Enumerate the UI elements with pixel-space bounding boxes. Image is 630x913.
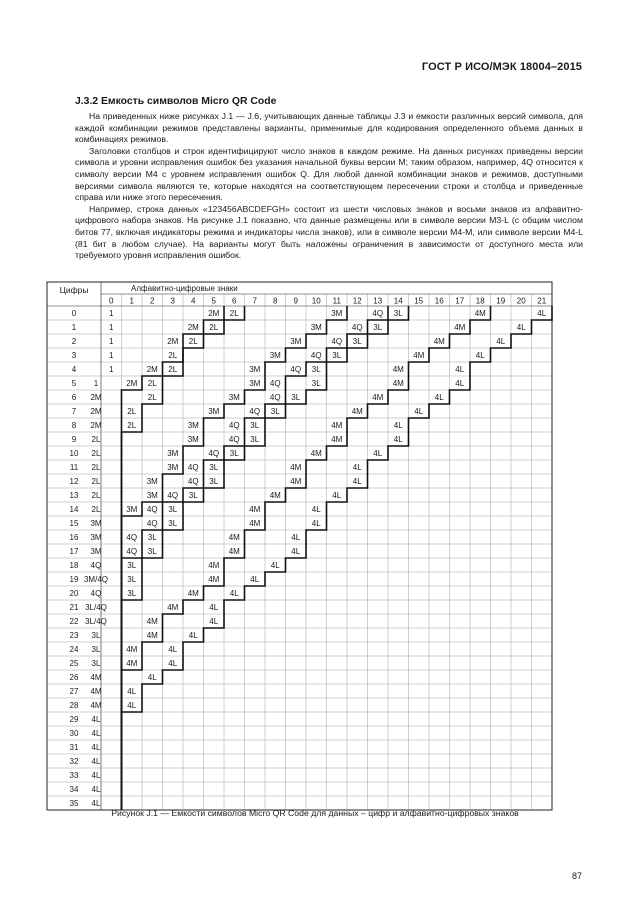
cell-label-m2-l: 2L xyxy=(147,393,157,402)
cell-label-m2-m: 2M xyxy=(90,421,102,430)
cell-label-m3-m: 3M xyxy=(331,309,343,318)
cell-label-m2-m: 2M xyxy=(126,379,138,388)
cell-label-m4-q: 4Q xyxy=(269,393,281,402)
cell-label-m4-l: 4L xyxy=(91,771,101,780)
cell-label-m3-m: 3M xyxy=(126,505,138,514)
cell-label-m4-l: 4L xyxy=(91,757,101,766)
row-tick-label: 2 xyxy=(71,337,77,346)
column-tick-label: 20 xyxy=(516,296,526,306)
cell-label-m4-q: 4Q xyxy=(372,309,384,318)
row-tick-label: 3 xyxy=(71,351,77,360)
row-tick-label: 31 xyxy=(69,743,79,752)
cell-label-m4-m: 4M xyxy=(249,519,261,528)
row-tick-label: 32 xyxy=(69,757,79,766)
cell-label-m4-l: 4L xyxy=(270,561,280,570)
cell-label-m4-m: 4M xyxy=(392,365,404,374)
cell-label-m3-m: 3M xyxy=(249,379,261,388)
cell-label-m4-l: 4L xyxy=(147,673,157,682)
cell-label-m4-q: 4Q xyxy=(146,505,158,514)
cell-label-m4-m: 4M xyxy=(228,547,240,556)
cell-label-m4-m: 4M xyxy=(208,575,220,584)
row-tick-label: 18 xyxy=(69,561,79,570)
paragraph-2: Заголовки столбцов и строк идентифицируют число знаков в каждом режиме. На данных рисунках приведены версии символа и уровни исправления ошибок без указания начальной буквы версии М; таким образом, например, 4Q относится к символу версии М4 с уровнем исправления ошибок Q. Для любой данной комбинации знаков и режимов, доступными версиями символа являются те, которые находятся на соответствующем пересечении строки и столбца и приведенные справа или ниже этого пересечения. xyxy=(75,145,583,203)
cell-label-m3-m: 3M xyxy=(90,519,102,528)
cell-label-m3-l: 3L xyxy=(229,449,239,458)
row-tick-label: 4 xyxy=(71,365,77,374)
cell-label-m3-l: 3L xyxy=(311,365,321,374)
cell-label-m3-l: 3L xyxy=(250,435,260,444)
cell-label-m3-l: 3L xyxy=(91,631,101,640)
cell-label-m2-l: 2L xyxy=(91,491,101,500)
cell-label-m1: 1 xyxy=(109,365,114,374)
cell-label-m4-q: 4Q xyxy=(249,407,261,416)
cell-label-m4-q: 4Q xyxy=(126,533,138,542)
column-tick-label: 10 xyxy=(311,296,321,306)
cell-label-m4-m: 4M xyxy=(474,309,486,318)
cell-label-m2-m: 2M xyxy=(167,337,179,346)
cell-label-m3-m: 3M xyxy=(187,435,199,444)
cell-label-m4-l: 4L xyxy=(168,645,178,654)
cell-label-m4-l: 4L xyxy=(229,589,239,598)
cell-label-m4-q: 4Q xyxy=(228,421,240,430)
cell-label-m4-q: 4Q xyxy=(351,323,363,332)
cell-label-m2-l: 2L xyxy=(91,463,101,472)
cell-label-m3-m: 3M xyxy=(167,463,179,472)
column-tick-label: 16 xyxy=(434,296,444,306)
column-tick-label: 3 xyxy=(170,296,175,306)
cell-label-m4-l: 4L xyxy=(332,491,342,500)
cell-label-m4-q: 4Q xyxy=(90,561,102,570)
cell-label-m2-m: 2M xyxy=(90,407,102,416)
cell-label-m3-l: 3L xyxy=(209,463,219,472)
cell-label-m4-m: 4M xyxy=(331,435,343,444)
row-tick-label: 17 xyxy=(69,547,79,556)
cell-label-m4-l: 4L xyxy=(91,799,101,808)
column-tick-label: 8 xyxy=(273,296,278,306)
cell-label-m4-q: 4Q xyxy=(90,589,102,598)
column-tick-label: 17 xyxy=(455,296,465,306)
row-tick-label: 28 xyxy=(69,701,79,710)
column-tick-label: 7 xyxy=(252,296,257,306)
cell-label-m4-m: 4M xyxy=(90,673,102,682)
cell-label-m4-l: 4L xyxy=(434,393,444,402)
cell-label-m4-m: 4M xyxy=(290,463,302,472)
row-tick-label: 9 xyxy=(71,435,77,444)
cell-label-m4-q: 4Q xyxy=(187,477,199,486)
row-tick-label: 34 xyxy=(69,785,79,794)
column-tick-label: 15 xyxy=(414,296,424,306)
cell-label-m1: 1 xyxy=(109,323,114,332)
cell-label-m2-m: 2M xyxy=(208,309,220,318)
cell-label-m3-l: 3L xyxy=(147,533,157,542)
column-tick-label: 2 xyxy=(150,296,155,306)
row-tick-label: 25 xyxy=(69,659,79,668)
cell-label-m3-l: 3L xyxy=(373,323,383,332)
row-tick-label: 35 xyxy=(69,799,79,808)
cell-label-m4-m: 4M xyxy=(126,645,138,654)
cell-label-m4-l: 4L xyxy=(209,603,219,612)
cell-label-m4-l: 4L xyxy=(516,323,526,332)
cell-label-m4-m: 4M xyxy=(146,631,158,640)
page-header-standard: ГОСТ Р ИСО/МЭК 18004–2015 xyxy=(421,61,582,73)
cell-label-m4-m: 4M xyxy=(269,491,281,500)
cell-label-m4-m: 4M xyxy=(392,379,404,388)
cell-label-m3-m: 3M xyxy=(208,407,220,416)
cell-label-m2-l: 2L xyxy=(229,309,239,318)
column-tick-label: 11 xyxy=(332,296,341,306)
cell-label-m3-m: 3M xyxy=(146,477,158,486)
cell-label-m3-m: 3M xyxy=(167,449,179,458)
cell-label-m2-l: 2L xyxy=(91,505,101,514)
cell-label-m4-l: 4L xyxy=(414,407,424,416)
cell-label-m3-l: 3L xyxy=(91,645,101,654)
row-tick-label: 19 xyxy=(69,575,79,584)
column-tick-label: 4 xyxy=(191,296,196,306)
column-tick-label: 21 xyxy=(537,296,547,306)
cell-label-m4-m: 4M xyxy=(208,561,220,570)
row-tick-label: 10 xyxy=(69,449,79,458)
column-tick-label: 5 xyxy=(211,296,216,306)
cell-label-m4-l: 4L xyxy=(455,379,465,388)
cell-label-m4-l: 4L xyxy=(537,309,547,318)
cell-label-combined: 3L/4Q xyxy=(85,617,107,626)
column-tick-label: 19 xyxy=(496,296,506,306)
cell-label-m4-l: 4L xyxy=(127,687,137,696)
cell-label-m3-m: 3M xyxy=(249,365,261,374)
column-tick-label: 9 xyxy=(293,296,298,306)
row-tick-label: 26 xyxy=(69,673,79,682)
row-axis-title: Цифры xyxy=(59,285,89,295)
cell-label-m4-m: 4M xyxy=(90,701,102,710)
cell-label-m3-m: 3M xyxy=(269,351,281,360)
cell-label-m3-m: 3M xyxy=(90,547,102,556)
cell-label-m4-q: 4Q xyxy=(228,435,240,444)
cell-label-m2-l: 2L xyxy=(188,337,198,346)
cell-label-m1: 1 xyxy=(109,337,114,346)
cell-label-m3-m: 3M xyxy=(290,337,302,346)
cell-label-m1: 1 xyxy=(109,351,114,360)
cell-label-m3-l: 3L xyxy=(311,379,321,388)
row-tick-label: 7 xyxy=(71,407,77,416)
row-tick-label: 14 xyxy=(69,505,79,514)
section-title: J.3.2 Емкость символов Micro QR Code xyxy=(75,96,277,107)
row-tick-label: 21 xyxy=(69,603,79,612)
row-tick-label: 1 xyxy=(71,323,77,332)
paragraph-3: Например, строка данных «123456ABCDEFGH» состоит из шести числовых знаков и восьми знаков из алфавитно-цифрового набора знаков. На рисунке J.1 показано, что данные размещены или в символе версии М3-L (с общим числом битов 77, включая индикаторы режима и индикаторы числа знаков), или в символе версии М4-М, или символе версии М4-L (81 бит в любом случае). На варианты могут быть наложены ограничения в зависимости от доступного места или требуемого уровня исправления ошибок. xyxy=(75,203,583,261)
cell-label-m2-l: 2L xyxy=(91,477,101,486)
figure-caption: Рисунок J.1 — Емкости символов Micro QR Code для данных – цифр и алфавитно-цифровых знаков xyxy=(111,808,519,818)
cell-label-m3-l: 3L xyxy=(91,659,101,668)
column-tick-label: 14 xyxy=(393,296,403,306)
cell-label-m4-m: 4M xyxy=(351,407,363,416)
cell-label-m3-l: 3L xyxy=(332,351,342,360)
cell-label-m4-q: 4Q xyxy=(310,351,322,360)
cell-label-m4-q: 4Q xyxy=(126,547,138,556)
cell-label-m3-l: 3L xyxy=(168,505,178,514)
cell-label-m4-m: 4M xyxy=(454,323,466,332)
cell-label-m4-m: 4M xyxy=(433,337,445,346)
cell-label-m4-q: 4Q xyxy=(331,337,343,346)
cell-label-m4-l: 4L xyxy=(250,575,260,584)
cell-label-m4-m: 4M xyxy=(228,533,240,542)
cell-label-m4-q: 4Q xyxy=(208,449,220,458)
row-tick-label: 29 xyxy=(69,715,79,724)
cell-label-m2-l: 2L xyxy=(168,365,178,374)
cell-label-m3-l: 3L xyxy=(127,561,137,570)
row-tick-label: 13 xyxy=(69,491,79,500)
cell-label-m4-m: 4M xyxy=(167,603,179,612)
cell-label-combined: 3M/4Q xyxy=(83,575,109,584)
cell-label-m3-l: 3L xyxy=(127,575,137,584)
cell-label-m4-l: 4L xyxy=(91,729,101,738)
cell-label-m4-l: 4L xyxy=(188,631,198,640)
cell-label-m4-l: 4L xyxy=(352,477,362,486)
row-tick-label: 27 xyxy=(69,687,79,696)
cell-label-m2-m: 2M xyxy=(90,393,102,402)
cell-label-m2-m: 2M xyxy=(146,365,158,374)
cell-label-m4-q: 4Q xyxy=(269,379,281,388)
column-tick-label: 12 xyxy=(352,296,362,306)
column-tick-label: 13 xyxy=(373,296,383,306)
cell-label-m4-m: 4M xyxy=(310,449,322,458)
cell-label-m4-l: 4L xyxy=(393,435,403,444)
cell-label-m2-l: 2L xyxy=(168,351,178,360)
cell-label-m1: 1 xyxy=(109,309,114,318)
cell-label-m4-q: 4Q xyxy=(167,491,179,500)
row-tick-label: 23 xyxy=(69,631,79,640)
cell-label-m4-l: 4L xyxy=(373,449,383,458)
cell-label-m4-l: 4L xyxy=(496,337,506,346)
column-tick-label: 18 xyxy=(475,296,485,306)
row-tick-label: 16 xyxy=(69,533,79,542)
cell-label-m4-l: 4L xyxy=(291,547,301,556)
cell-label-m4-m: 4M xyxy=(90,687,102,696)
cell-label-m3-m: 3M xyxy=(90,533,102,542)
cell-label-m4-m: 4M xyxy=(413,351,425,360)
cell-label-m3-l: 3L xyxy=(209,477,219,486)
row-tick-label: 24 xyxy=(69,645,79,654)
cell-label-m2-l: 2L xyxy=(209,323,219,332)
paragraph-1: На приведенных ниже рисунках J.1 — J.6, учитывающих данные таблицы J.3 и емкости различных версий символа, для каждой комбинации режимов представлены варианты, применимые для кодирования определенного объема данных в комбинациях режимов. xyxy=(75,111,583,145)
cell-label-m4-q: 4Q xyxy=(290,365,302,374)
cell-label-m3-l: 3L xyxy=(352,337,362,346)
cell-label-m4-m: 4M xyxy=(331,421,343,430)
row-tick-label: 8 xyxy=(71,421,77,430)
column-tick-label: 6 xyxy=(232,296,237,306)
row-tick-label: 11 xyxy=(69,463,79,472)
cell-label-m2-l: 2L xyxy=(127,407,137,416)
cell-label-m4-m: 4M xyxy=(146,617,158,626)
cell-label-m3-l: 3L xyxy=(393,309,403,318)
column-tick-label: 0 xyxy=(109,296,114,306)
cell-label-m4-l: 4L xyxy=(311,519,321,528)
column-axis-title: Алфавитно-цифровые знаки xyxy=(131,284,238,293)
row-tick-label: 22 xyxy=(69,617,79,626)
row-tick-label: 15 xyxy=(69,519,79,528)
cell-label-m1: 1 xyxy=(93,379,99,388)
cell-label-m3-l: 3L xyxy=(188,491,198,500)
cell-label-m4-m: 4M xyxy=(249,505,261,514)
cell-label-m2-l: 2L xyxy=(91,449,101,458)
cell-label-m3-m: 3M xyxy=(187,421,199,430)
cell-label-m4-l: 4L xyxy=(455,365,465,374)
cell-label-m4-l: 4L xyxy=(352,463,362,472)
row-tick-label: 6 xyxy=(71,393,77,402)
cell-label-m4-l: 4L xyxy=(311,505,321,514)
cell-label-m4-l: 4L xyxy=(91,715,101,724)
row-tick-label: 33 xyxy=(69,771,79,780)
row-tick-label: 5 xyxy=(71,379,77,388)
row-tick-label: 20 xyxy=(69,589,79,598)
cell-label-m3-l: 3L xyxy=(291,393,301,402)
cell-label-m4-m: 4M xyxy=(372,393,384,402)
cell-label-combined: 3L/4Q xyxy=(85,603,107,612)
cell-label-m4-m: 4M xyxy=(187,589,199,598)
cell-label-m4-l: 4L xyxy=(393,421,403,430)
cell-label-m4-l: 4L xyxy=(91,785,101,794)
cell-label-m3-m: 3M xyxy=(146,491,158,500)
cell-label-m4-l: 4L xyxy=(291,533,301,542)
cell-label-m2-m: 2M xyxy=(187,323,199,332)
cell-label-m2-l: 2L xyxy=(127,421,137,430)
cell-label-m2-l: 2L xyxy=(91,435,101,444)
cell-label-m3-l: 3L xyxy=(168,519,178,528)
cell-label-m4-m: 4M xyxy=(290,477,302,486)
row-tick-label: 30 xyxy=(69,729,79,738)
cell-label-m3-l: 3L xyxy=(270,407,280,416)
cell-label-m4-q: 4Q xyxy=(187,463,199,472)
cell-label-m4-m: 4M xyxy=(126,659,138,668)
column-tick-label: 1 xyxy=(129,296,134,306)
cell-label-m3-m: 3M xyxy=(310,323,322,332)
cell-label-m4-l: 4L xyxy=(209,617,219,626)
cell-label-m3-m: 3M xyxy=(228,393,240,402)
cell-label-m3-l: 3L xyxy=(147,547,157,556)
row-tick-label: 0 xyxy=(71,309,77,318)
cell-label-m4-l: 4L xyxy=(91,743,101,752)
cell-label-m3-l: 3L xyxy=(127,589,137,598)
cell-label-m4-l: 4L xyxy=(168,659,178,668)
cell-label-m4-l: 4L xyxy=(475,351,485,360)
row-tick-label: 12 xyxy=(69,477,79,486)
cell-label-m4-q: 4Q xyxy=(146,519,158,528)
page-number: 87 xyxy=(571,871,582,881)
cell-label-m3-l: 3L xyxy=(250,421,260,430)
cell-label-m4-l: 4L xyxy=(127,701,137,710)
cell-label-m2-l: 2L xyxy=(147,379,157,388)
